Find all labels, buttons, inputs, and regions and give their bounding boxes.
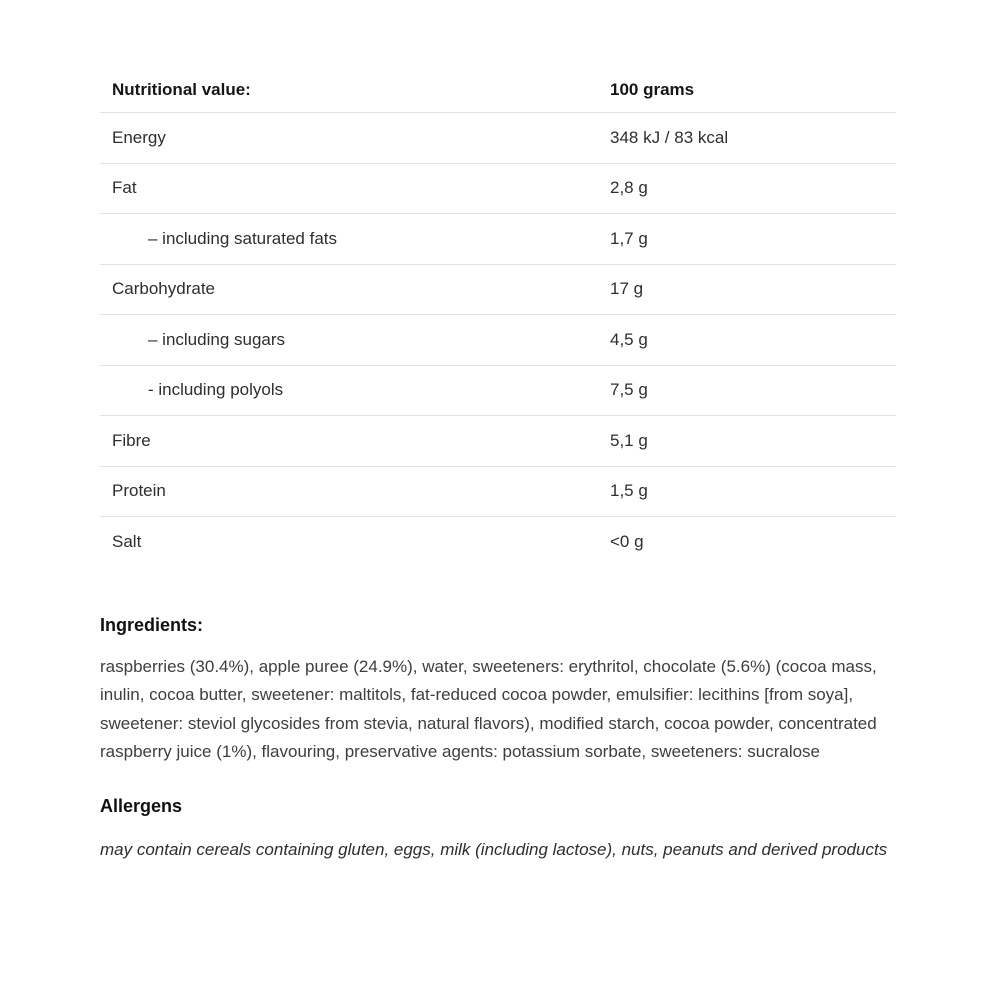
table-header-value: 100 grams bbox=[610, 79, 695, 99]
allergens-heading: Allergens bbox=[100, 795, 183, 816]
ingredients-heading: Ingredients: bbox=[100, 614, 204, 635]
table-row bbox=[100, 416, 896, 467]
row-label: – including sugars bbox=[148, 329, 286, 349]
row-value: 1,5 g bbox=[610, 481, 648, 501]
table-row bbox=[100, 315, 896, 366]
row-value: 348 kJ / 83 kcal bbox=[610, 127, 729, 147]
row-label: Carbohydrate bbox=[112, 279, 216, 299]
table-row bbox=[100, 164, 896, 215]
allergens-text: may contain cereals containing gluten, eggs, milk (including lactose), nuts, peanuts and derived products bbox=[100, 839, 888, 859]
row-label: Salt bbox=[112, 532, 142, 552]
row-label: Fat bbox=[112, 178, 137, 198]
row-label: Protein bbox=[112, 481, 166, 501]
table-row bbox=[100, 517, 896, 568]
content-column bbox=[100, 67, 896, 864]
ingredients-text: raspberries (30.4%), apple puree (24.9%), water, sweeteners: erythritol, chocolate (5.6%) (cocoa mass, inulin, cocoa butter, sweetener: maltitols, fat-reduced cocoa powder, emulsifier: lecithins [from soya], sweetener: steviol glycosides from stevia, natural flavors), modified starch, cocoa powder, concentrated raspberry juice (1%), flavouring, preservative agents: potassium sorbate, sweeteners: sucralose bbox=[100, 656, 877, 761]
row-value: <0 g bbox=[610, 532, 644, 552]
row-label: – including saturated fats bbox=[148, 228, 338, 248]
nutrition-table bbox=[100, 67, 896, 568]
row-value: 2,8 g bbox=[610, 178, 648, 198]
row-value: 5,1 g bbox=[610, 430, 648, 450]
row-value: 4,5 g bbox=[610, 329, 648, 349]
row-value: 1,7 g bbox=[610, 228, 648, 248]
table-header-label: Nutritional value: bbox=[112, 79, 251, 99]
table-row bbox=[100, 113, 896, 164]
row-label: Energy bbox=[112, 127, 166, 147]
row-value: 7,5 g bbox=[610, 380, 648, 400]
row-value: 17 g bbox=[610, 279, 644, 299]
row-label: - including polyols bbox=[148, 380, 284, 400]
table-header-row bbox=[100, 67, 896, 113]
table-row bbox=[100, 467, 896, 518]
table-row bbox=[100, 214, 896, 265]
table-row bbox=[100, 366, 896, 417]
row-label: Fibre bbox=[112, 430, 151, 450]
table-row bbox=[100, 265, 896, 316]
